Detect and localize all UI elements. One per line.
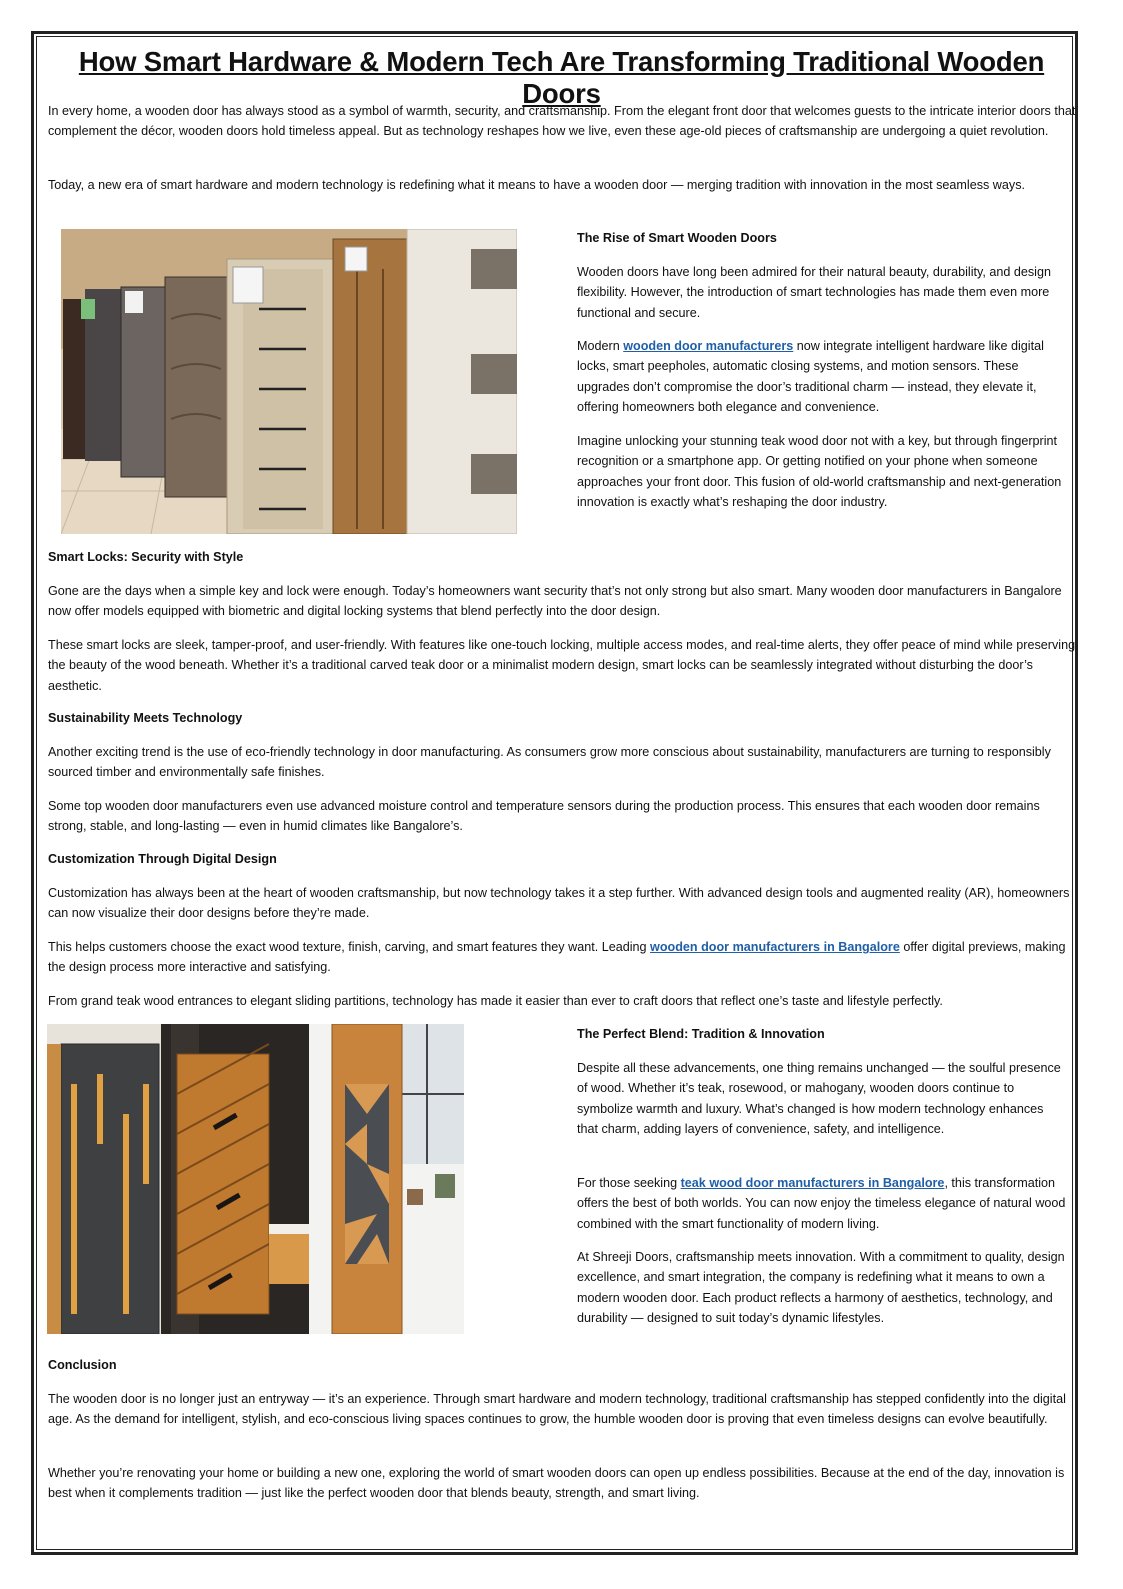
- heading-conclusion: Conclusion: [48, 1358, 117, 1372]
- heading-perfect-blend: The Perfect Blend: Tradition & Innovation: [577, 1027, 825, 1041]
- locks-paragraph-2: These smart locks are sleek, tamper-proof, and user-friendly. With features like one-touch locking, multiple access modes, and real-time alerts, they offer peace of mind while preserving the beauty of the wood beneath. Whether it’s a traditional carved teak door or a minimalist modern design, smart locks can be seamlessly integrated without disturbing the door’s aesthetic.: [48, 638, 1076, 693]
- locks-paragraph-1: Gone are the days when a simple key and lock were enough. Today’s homeowners want security that’s not only strong but also smart. Many wooden door manufacturers in Bangalore now offer models equipped with biometric and digital locking systems that blend perfectly into the door design.: [48, 584, 1062, 619]
- blend-paragraph-2: For those seeking teak wood door manufacturers in Bangalore, this transformation offers the best of both worlds. You can now enjoy the timeless elegance of natural wood combined with the smart functionality of modern living.: [577, 1176, 1066, 1231]
- page-title: How Smart Hardware & Modern Tech Are Transforming Traditional Wooden Doors: [78, 46, 1045, 109]
- rise-paragraph-2: Modern wooden door manufacturers now integrate intelligent hardware like digital locks, smart peepholes, automatic closing systems, and motion sensors. These upgrades don’t compromise the door’s traditional charm — instead, they elevate it, offering homeowners both elegance and convenience.: [577, 339, 1044, 415]
- conclusion-paragraph-1: The wooden door is no longer just an entryway — it’s an experience. Through smart hardware and modern technology, traditional craftsmanship has stepped confidently into the digital age. As the demand for intelligent, stylish, and eco-conscious living spaces continues to grow, the humble wooden door is proving that even timeless designs can evolve beautifully.: [48, 1392, 1066, 1427]
- custom-paragraph-1: Customization has always been at the heart of wooden craftsmanship, but now technology takes it a step further. With advanced design tools and augmented reality (AR), homeowners can now visualize their door designs before they’re made.: [48, 886, 1070, 921]
- link-teak-wood-door-manufacturers[interactable]: teak wood door manufacturers in Bangalore: [680, 1176, 945, 1190]
- custom-paragraph-3: From grand teak wood entrances to elegant sliding partitions, technology has made it easier than ever to craft doors that reflect one’s taste and lifestyle perfectly.: [48, 994, 943, 1008]
- intro-paragraph-2: Today, a new era of smart hardware and modern technology is redefining what it means to have a wooden door — merging tradition with innovation in the most seamless ways.: [48, 178, 1025, 192]
- sustain-paragraph-1: Another exciting trend is the use of eco-friendly technology in door manufacturing. As consumers grow more conscious about sustainability, manufacturers are turning to responsibly sourced timber and environmentally safe finishes.: [48, 745, 1051, 780]
- modern-doors-collage-image: [47, 1024, 464, 1334]
- custom-paragraph-2: This helps customers choose the exact wood texture, finish, carving, and smart features they want. Leading wooden door manufacturers in Bangalore offer digital previews, making the design process more interactive and satisfying.: [48, 940, 1066, 975]
- rise-paragraph-3: Imagine unlocking your stunning teak wood door not with a key, but through fingerprint recognition or a smartphone app. Or getting notified on your phone when someone approaches your front door. This fusion of old-world craftsmanship and next-generation innovation is exactly what’s reshaping the door industry.: [577, 434, 1062, 510]
- showroom-doors-image: [61, 229, 517, 534]
- blend-paragraph-3: At Shreeji Doors, craftsmanship meets innovation. With a commitment to quality, design excellence, and smart integration, the company is redefining what it means to own a modern wooden door. Each product reflects a harmony of aesthetics, technology, and durability — designed to suit today’s dynamic lifestyles.: [577, 1250, 1065, 1326]
- conclusion-paragraph-2: Whether you’re renovating your home or building a new one, exploring the world of smart wooden doors can open up endless possibilities. Because at the end of the day, innovation is best when it complements tradition — just like the perfect wooden door that blends beauty, strength, and smart living.: [48, 1466, 1065, 1501]
- heading-smart-locks: Smart Locks: Security with Style: [48, 550, 244, 564]
- intro-paragraph-1: In every home, a wooden door has always stood as a symbol of warmth, security, and craftsmanship. From the elegant front door that welcomes guests to the intricate interior doors that complement the décor, wooden doors hold timeless appeal. But as technology reshapes how we live, even these age-old pieces of craftsmanship are undergoing a quiet revolution.: [48, 104, 1076, 139]
- rise-paragraph-1: Wooden doors have long been admired for their natural beauty, durability, and design flexibility. However, the introduction of smart technologies has made them even more functional and secure.: [577, 265, 1051, 320]
- blend-paragraph-1: Despite all these advancements, one thing remains unchanged — the soulful presence of wood. Whether it’s teak, rosewood, or mahogany, wooden doors continue to symbolize warmth and luxury. What’s changed is how modern technology enhances that charm, adding layers of convenience, safety, and intelligence.: [577, 1061, 1061, 1137]
- link-wooden-door-manufacturers[interactable]: wooden door manufacturers: [623, 339, 794, 353]
- sustain-paragraph-2: Some top wooden door manufacturers even use advanced moisture control and temperature sensors during the production process. This ensures that each wooden door remains strong, stable, and long-lasting — even in humid climates like Bangalore’s.: [48, 799, 1040, 834]
- heading-rise-of-smart-doors: The Rise of Smart Wooden Doors: [577, 231, 777, 245]
- heading-sustainability: Sustainability Meets Technology: [48, 711, 243, 725]
- heading-customization: Customization Through Digital Design: [48, 852, 277, 866]
- link-wooden-door-manufacturers-bangalore[interactable]: wooden door manufacturers in Bangalore: [650, 940, 900, 954]
